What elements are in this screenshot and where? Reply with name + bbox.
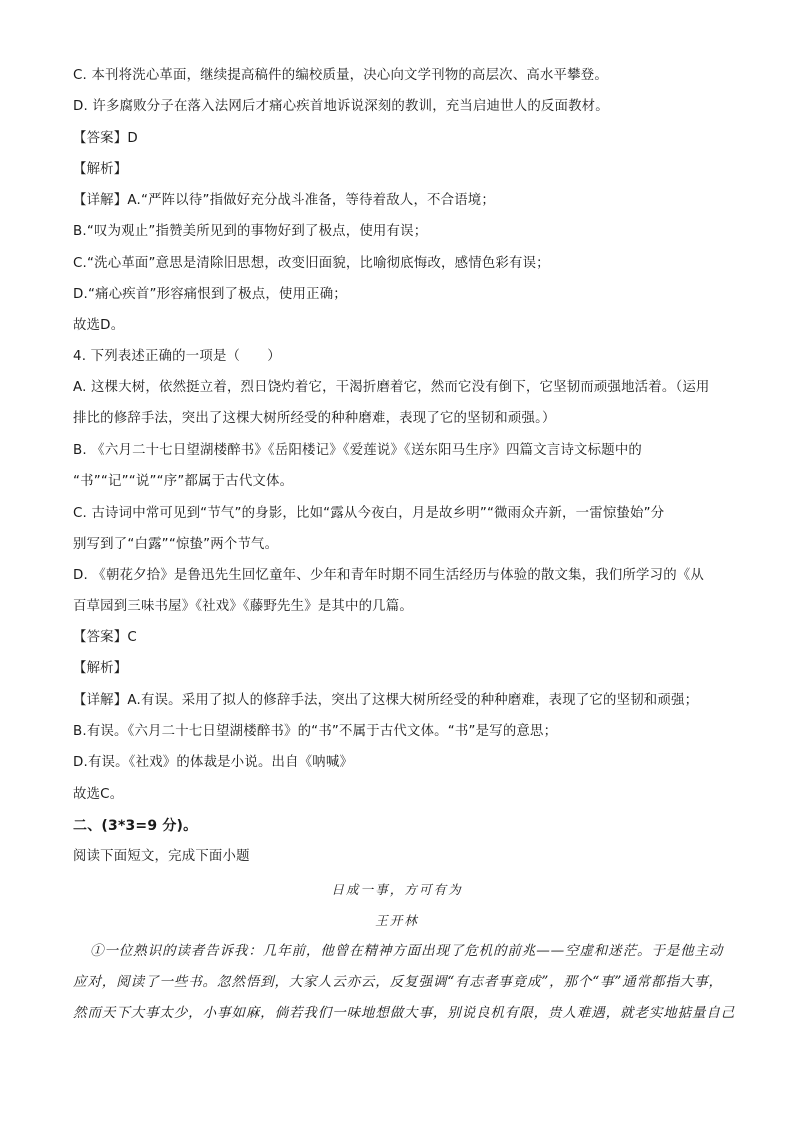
analysis-label: 【解析】 — [73, 661, 128, 676]
detail-line: B.“叹为观止”指赞美所见到的事物好到了极点，使用有误； — [73, 224, 428, 239]
q4-option-a: A. 这棵大树，依然挺立着，烈日饶灼着它，干渴折磨着它，然而它没有倒下，它坚韧而顽强地活着。（运用 — [73, 380, 710, 395]
reading-instruction: 阅读下面短文，完成下面小题 — [73, 849, 250, 864]
conclusion-line: 故选C。 — [73, 787, 124, 802]
option-d-line: D. 许多腐败分子在落入法网后才痛心疾首地诉说深刻的教训，充当启迪世人的反面教材。 — [73, 99, 609, 114]
detail-line: 【详解】A.有误。采用了拟人的修辞手法，突出了这棵大树所经受的种种磨难，表现了它的坚韧和顽强； — [73, 693, 699, 708]
detail-line: D.“痛心疾首”形容痛恨到了极点，使用正确； — [73, 287, 347, 302]
q4-option-d: D. 《朝花夕拾》是鲁迅先生回忆童年、少年和青年时期不同生活经历与体验的散文集，我们所学习的《从 — [73, 568, 704, 583]
q4-option-b: B. 《六月二十七日望湖楼醉书》《岳阳楼记》《爱莲说》《送东阳马生序》四篇文言诗文标题中的 — [73, 443, 643, 458]
q4-option-c-cont: 别写到了“白露”“惊蛰”两个节气。 — [73, 537, 279, 552]
answer-label: 【答案】D — [73, 131, 138, 146]
question-4-title: 4. 下列表述正确的一项是（ ） — [73, 349, 281, 364]
q4-option-a-cont: 排比的修辞手法，突出了这棵大树所经受的种种磨难，表现了它的坚韧和顽强。） — [73, 411, 556, 426]
option-c-line: C. 本刊将洗心革面，继续提高稿件的编校质量，决心向文学刊物的高层次、高水平攀登。 — [73, 68, 608, 83]
q4-option-d-cont: 百草园到三味书屋》《社戏》《藤野先生》是其中的几篇。 — [73, 599, 413, 614]
detail-line: D.有误。《社戏》的体裁是小说。出自《呐喊》 — [73, 755, 354, 770]
q4-option-b-cont: “书”“记”“说”“序”都属于古代文体。 — [73, 474, 294, 489]
detail-line: C.“洗心革面”意思是清除旧思想，改变旧面貌，比喻彻底悔改，感情色彩有误； — [73, 256, 550, 271]
detail-line: 【详解】A.“严阵以待”指做好充分战斗准备，等待着敌人，不合语境； — [73, 193, 495, 208]
detail-line: B.有误。《六月二十七日望湖楼醉书》的“书”不属于古代文体。“书”是写的意思； — [73, 724, 558, 739]
section-heading: 二、(3*3=9 分)。 — [73, 818, 198, 834]
essay-title: 日成一事，方可有为 — [331, 882, 463, 897]
essay-paragraph-line: 应对，阅读了一些书。忽然悟到，大家人云亦云，反复强调“有志者事竟成”，那个“事”通常都指大事， — [73, 974, 723, 990]
essay-paragraph-line: 然而天下大事太少，小事如麻，倘若我们一味地想做大事，别说良机有限，贵人难遇，就老实地掂量自己 — [73, 1005, 736, 1021]
essay-author: 王开林 — [375, 913, 419, 928]
essay-paragraph-line: ①一位熟识的读者告诉我：几年前，他曾在精神方面出现了危机的前兆——空虚和迷茫。于是他主动 — [90, 943, 724, 959]
conclusion-line: 故选D。 — [73, 318, 125, 333]
answer-label: 【答案】C — [73, 630, 137, 645]
q4-option-c: C. 古诗词中常可见到“节气”的身影，比如“露从今夜白，月是故乡明”“微雨众卉新，一雷惊蛰始”分 — [73, 506, 665, 521]
analysis-label: 【解析】 — [73, 162, 128, 177]
